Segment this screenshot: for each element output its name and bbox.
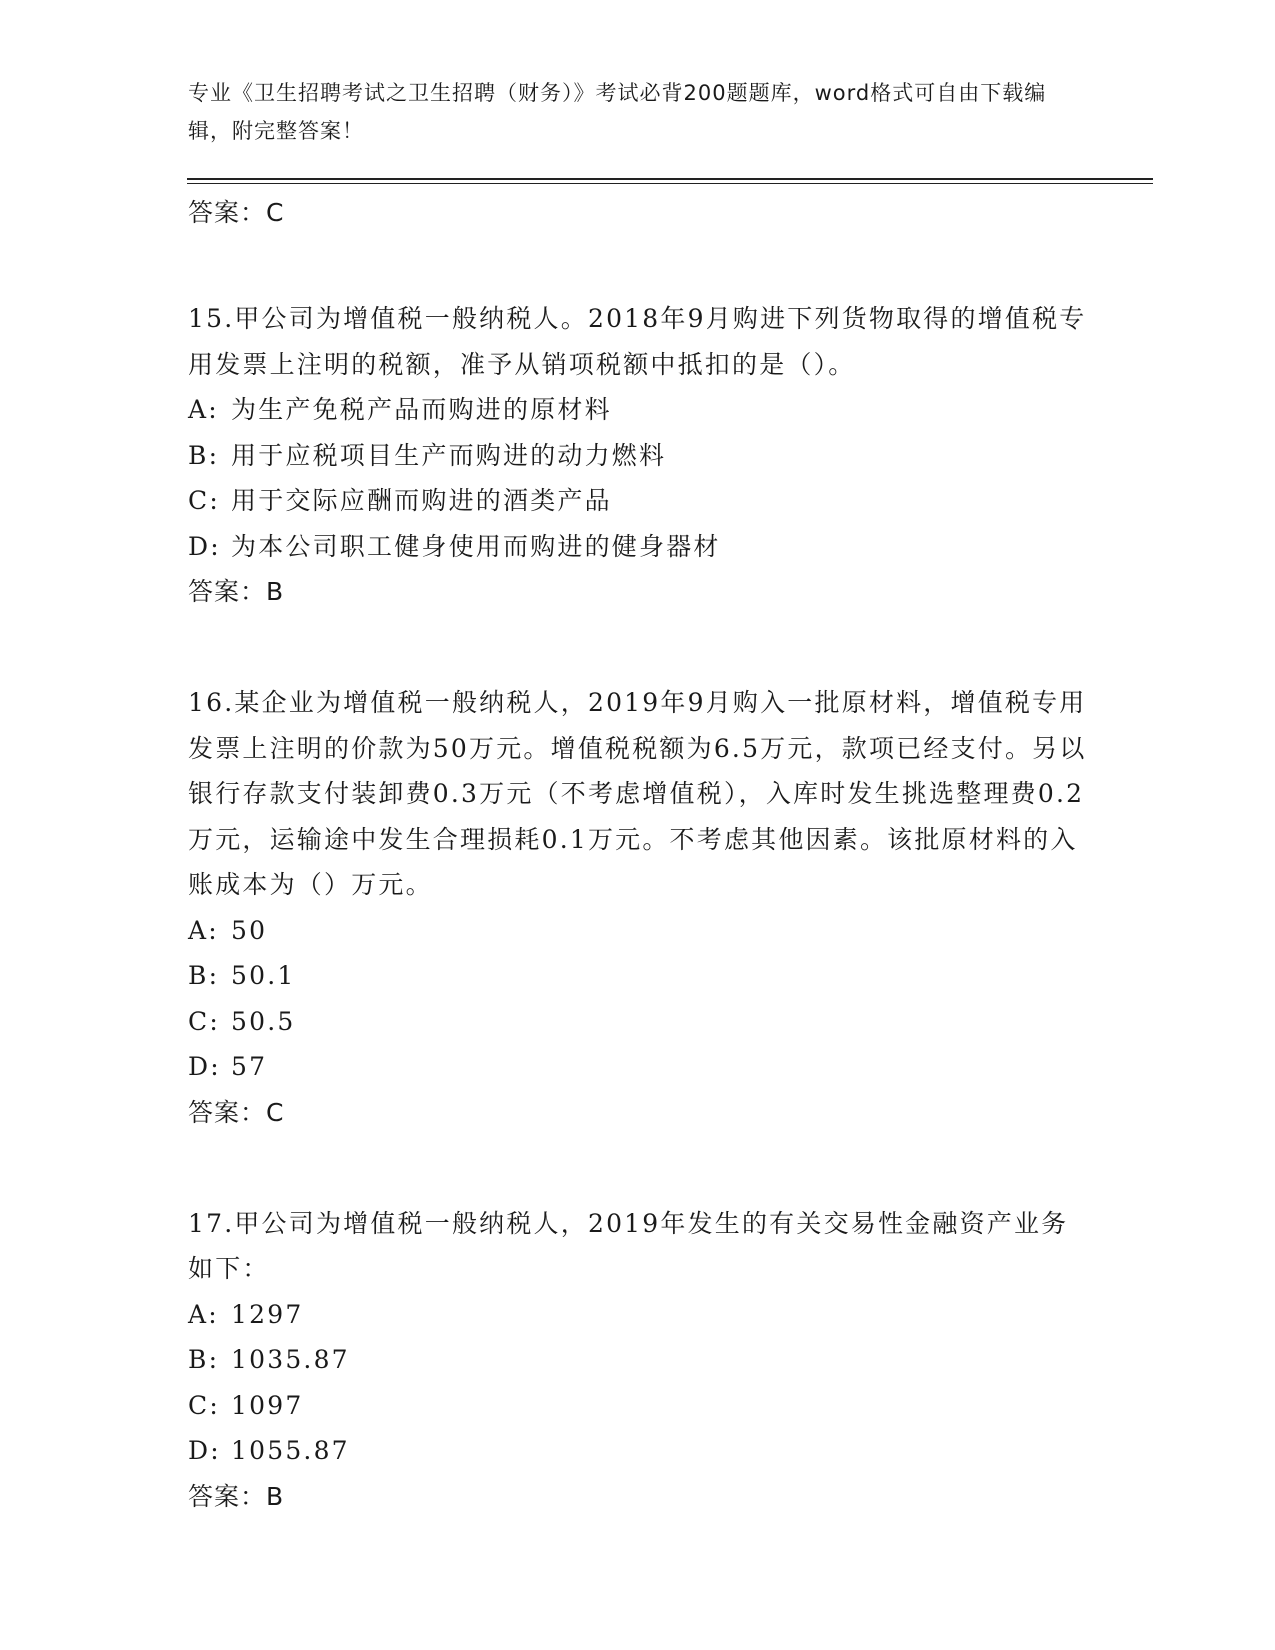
option-b <box>188 953 1088 999</box>
option-text: 为本公司职工健身使用而购进的健身器材 <box>231 531 721 561</box>
option-text: 57 <box>231 1052 268 1081</box>
option-letter: B: <box>188 961 220 990</box>
option-d <box>188 1428 1088 1474</box>
option-letter: A: <box>188 395 219 424</box>
option-d <box>188 1044 1088 1090</box>
option-letter: C: <box>188 486 220 515</box>
option-text: 50 <box>231 915 268 945</box>
option-letter: A: <box>188 915 219 945</box>
question-stem: 15.甲公司为增值税一般纳税人。2018年9月购进下列货物取得的增值税专用发票上注明的税额，准予从销项税额中抵扣的是（）。 <box>188 304 1087 379</box>
question-answer: 答案：C <box>188 1097 285 1127</box>
option-letter: C: <box>188 1390 220 1420</box>
option-c <box>188 999 1088 1045</box>
option-text: 50.5 <box>231 1006 296 1036</box>
option-d <box>188 524 1088 570</box>
question-answer: 答案：B <box>188 577 285 606</box>
option-letter: C: <box>188 1006 220 1036</box>
question-16 <box>188 680 1088 1135</box>
previous-question-answer: 答案：C <box>188 198 285 227</box>
option-text: 1055.87 <box>231 1436 350 1465</box>
header-divider-thick <box>187 178 1153 180</box>
option-letter: D: <box>188 1436 221 1465</box>
question-17 <box>188 1201 1088 1519</box>
question-stem: 17.甲公司为增值税一般纳税人，2019年发生的有关交易性金融资产业务如下： <box>188 1208 1069 1283</box>
option-letter: D: <box>188 1052 221 1081</box>
option-b <box>188 1337 1088 1383</box>
option-text: 用于应税项目生产而购进的动力燃料 <box>231 440 667 470</box>
option-a <box>188 908 1088 954</box>
option-letter: D: <box>188 531 221 561</box>
option-c <box>188 478 1088 524</box>
option-letter: B: <box>188 1345 220 1374</box>
question-answer: 答案：B <box>188 1481 285 1511</box>
option-text: 用于交际应酬而购进的酒类产品 <box>231 486 612 515</box>
option-text: 50.1 <box>231 961 296 990</box>
option-text: 1035.87 <box>231 1345 350 1374</box>
header-divider-thin <box>187 183 1153 184</box>
option-a <box>188 1292 1088 1338</box>
option-text: 1097 <box>231 1390 304 1420</box>
question-15 <box>188 296 1088 614</box>
option-text: 1297 <box>231 1299 304 1329</box>
document-header: 专业《卫生招聘考试之卫生招聘（财务）》考试必背200题题库，word格式可自由下载编辑，附完整答案！ <box>188 81 1047 143</box>
option-a <box>188 387 1088 433</box>
option-text: 为生产免税产品而购进的原材料 <box>231 395 612 424</box>
option-letter: A: <box>188 1299 219 1329</box>
option-b <box>188 433 1088 479</box>
question-stem: 16.某企业为增值税一般纳税人，2019年9月购入一批原材料，增值税专用发票上注明的价款为50万元。增值税税额为6.5万元，款项已经支付。另以银行存款支付装卸费0.3万元（不考虑增值税），入库时发生挑选整理费0.2万元，运输途中发生合理损耗0.1万元。不考虑其他因素。该批原材料的入账成本为（）万元。 <box>188 688 1087 899</box>
option-letter: B: <box>188 440 220 470</box>
option-c <box>188 1383 1088 1429</box>
question-list <box>188 186 1088 1519</box>
